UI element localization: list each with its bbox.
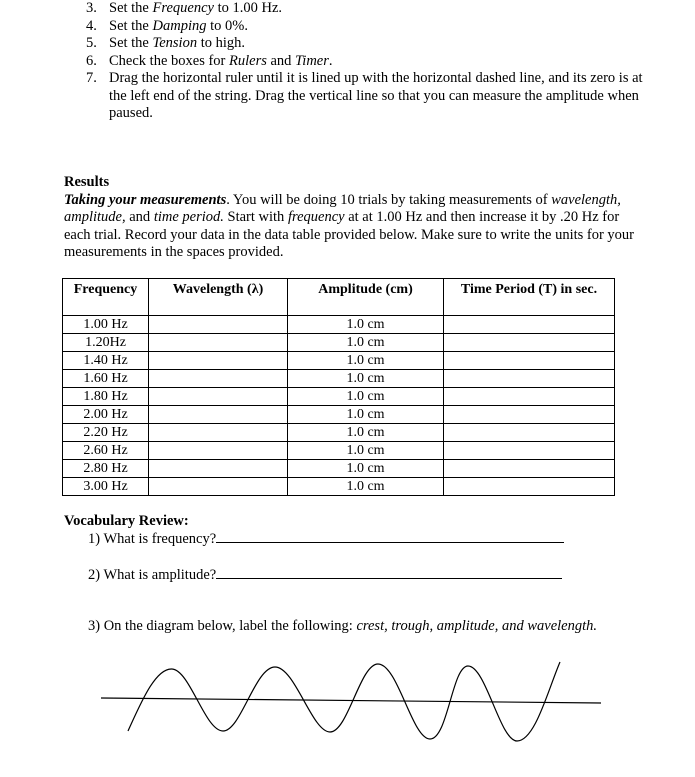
amplitude-cell: 1.0 cm <box>288 388 444 406</box>
amplitude-cell: 1.0 cm <box>288 370 444 388</box>
step-4: 4. Set the Damping to 0%. <box>86 17 248 34</box>
frequency-cell: 1.40 Hz <box>63 352 149 370</box>
amplitude-cell: 1.0 cm <box>288 442 444 460</box>
frequency-cell: 2.00 Hz <box>63 406 149 424</box>
results-instructions: Taking your measurements. You will be doing 10 trials by taking measurements of wavelength, amplitude, and time period. Start with frequency at at 1.00 Hz and then increase it by .20 Hz for each trial. Record your data in the data table provided below. Make sure to write the units for your measurements in the spaces provided. <box>64 191 635 260</box>
amplitude-cell: 1.0 cm <box>288 460 444 478</box>
step-3: 3. Set the Frequency to 1.00 Hz. <box>86 0 283 16</box>
question-3: 3) On the diagram below, label the following: crest, trough, amplitude, and wavelength. <box>88 618 598 634</box>
frequency-cell: 1.00 Hz <box>63 316 149 334</box>
amplitude-cell: 1.0 cm <box>288 406 444 424</box>
question-1: 1) What is frequency? <box>88 530 564 548</box>
frequency-cell: 2.20 Hz <box>63 424 149 442</box>
step-5: 5. Set the Tension to high. <box>86 35 246 51</box>
amplitude-cell: 1.0 cm <box>288 478 444 496</box>
step-6: 6. Check the boxes for Rulers and Timer. <box>86 52 333 69</box>
frequency-cell: 1.80 Hz <box>63 388 149 406</box>
frequency-cell: 1.60 Hz <box>63 370 149 388</box>
equilibrium-line <box>101 698 601 703</box>
frequency-cell: 3.00 Hz <box>63 478 149 496</box>
amplitude-cell: 1.0 cm <box>288 352 444 370</box>
header-wavelength: Wavelength (λ) <box>149 279 288 316</box>
results-heading: Results <box>64 174 110 190</box>
header-frequency: Frequency <box>63 279 149 316</box>
amplitude-cell: 1.0 cm <box>288 424 444 442</box>
step-7: 7. Drag the horizontal ruler until it is lined up with the horizontal dashed line, and its zero is at the left end of the string. Drag the vertical line so that you can measure the amplitude when paused. <box>86 70 643 121</box>
header-amplitude: Amplitude (cm) <box>288 279 444 316</box>
frequency-cell: 1.20Hz <box>63 334 149 352</box>
header-time-period: Time Period (T) in sec. <box>444 279 615 316</box>
amplitude-cell: 1.0 cm <box>288 334 444 352</box>
question-2: 2) What is amplitude? <box>88 566 562 584</box>
amplitude-cell: 1.0 cm <box>288 316 444 334</box>
vocab-heading: Vocabulary Review: <box>64 513 189 529</box>
frequency-cell: 2.80 Hz <box>63 460 149 478</box>
frequency-cell: 2.60 Hz <box>63 442 149 460</box>
